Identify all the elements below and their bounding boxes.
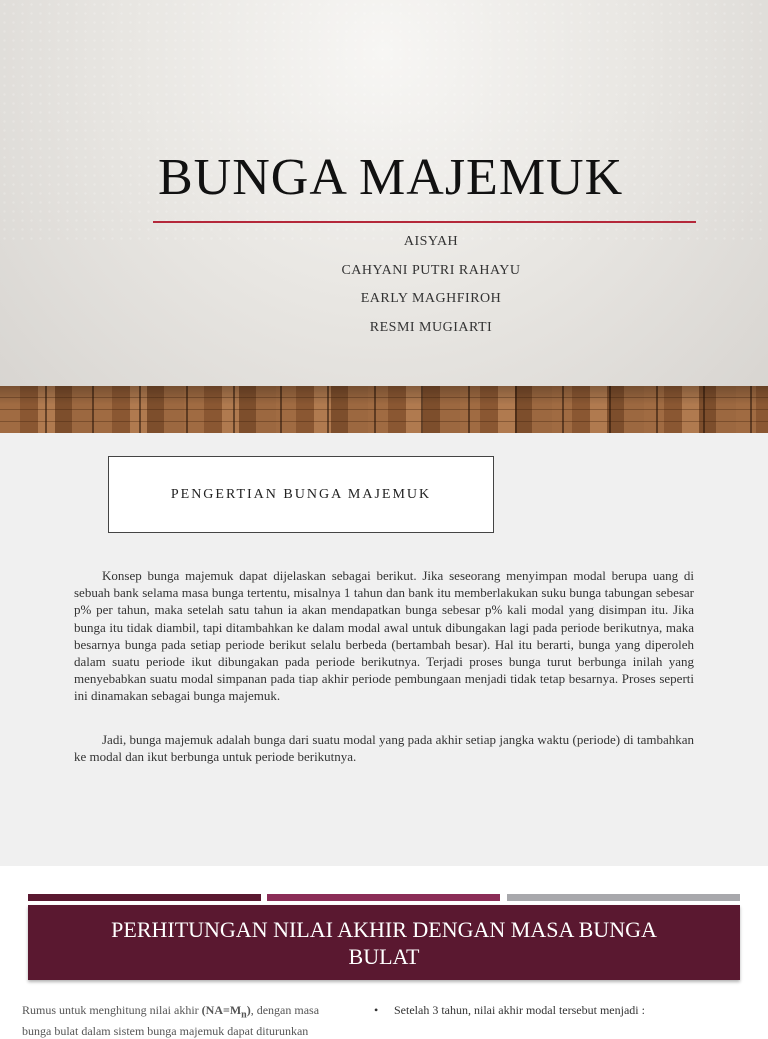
slide-title: [0, 0, 768, 433]
formula-intro-prefix: Rumus untuk menghitung nilai akhir: [22, 1003, 202, 1017]
accent-bar-maroon: [28, 894, 261, 901]
slide-definition: [0, 433, 768, 866]
definition-paragraph: Konsep bunga majemuk dapat dijelaskan sebagai berikut. Jika seseorang menyimpan modal berupa uang di sebuah bank selama masa bunga tertentu, misalnya 1 tahun dan bank itu memberlakukan suku bunga tabungan sebesar p% per tahun, maka setelah satu tahun ia akan mendapatkan bunga sebesar p% kali modal yang disimpan itu. Jika bunga itu tidak diambil, tapi ditambahkan ke dalam modal awal untuk dibungakan lagi pada periode berikutnya, maka besarnya bunga pada setiap periode berikut selalu berbeda (bertambah besar). Hal itu berarti, bunga yang diperoleh dalam suatu periode ikut dibungakan pada periode berikutnya. Terjadi proses bunga turut berbunga inilah yang menyebabkan suatu modal simpanan pada tiap akhir periode pembungaan menjadi tidak tetap besarnya. Proses seperti ini dinamakan sebagai bunga majemuk.: [74, 568, 694, 704]
bullet-icon: •: [374, 1003, 379, 1017]
author-name: CAHYANI PUTRI RAHAYU: [341, 262, 521, 278]
accent-bar-grey: [507, 894, 740, 901]
title-underline: [153, 221, 696, 223]
author-list: [0, 232, 768, 346]
author-name: EARLY MAGHFIROH: [360, 291, 502, 306]
author-name: AISYAH: [403, 234, 459, 249]
author-name: RESMI MUGIARTI: [369, 319, 493, 335]
conclusion-paragraph: Jadi, bunga majemuk adalah bunga dari suatu modal yang pada akhir setiap jangka waktu (periode) di tambahkan ke modal dan ikut berbunga untuk periode berikutnya.: [74, 732, 694, 765]
banner-title: PERHITUNGAN NILAI AKHIR DENGAN MASA BUNGA BULAT: [111, 916, 657, 969]
bullet-item: [374, 1002, 674, 1018]
formula-intro-text: [22, 1002, 342, 1039]
section-heading: PENGERTIAN BUNGA MAJEMUK: [170, 486, 432, 502]
slide-calculation: [0, 866, 768, 1039]
slide-title-text: BUNGA MAJEMUK: [158, 149, 624, 206]
section-banner: [28, 905, 740, 980]
formula-subscript: n: [241, 1009, 247, 1021]
wooden-floor-decoration: [0, 386, 768, 433]
formula-symbol: (NA=M: [201, 1003, 242, 1017]
bullet-text: Setelah 3 tahun, nilai akhir modal tersebut menjadi :: [394, 1003, 645, 1017]
accent-bar-plum: [267, 894, 500, 901]
formula-intro-rest: , dengan masa bunga bulat dalam sistem bunga majemuk dapat diturunkan: [22, 1003, 320, 1039]
formula-close: ): [246, 1003, 251, 1017]
section-heading-box: [108, 456, 494, 533]
